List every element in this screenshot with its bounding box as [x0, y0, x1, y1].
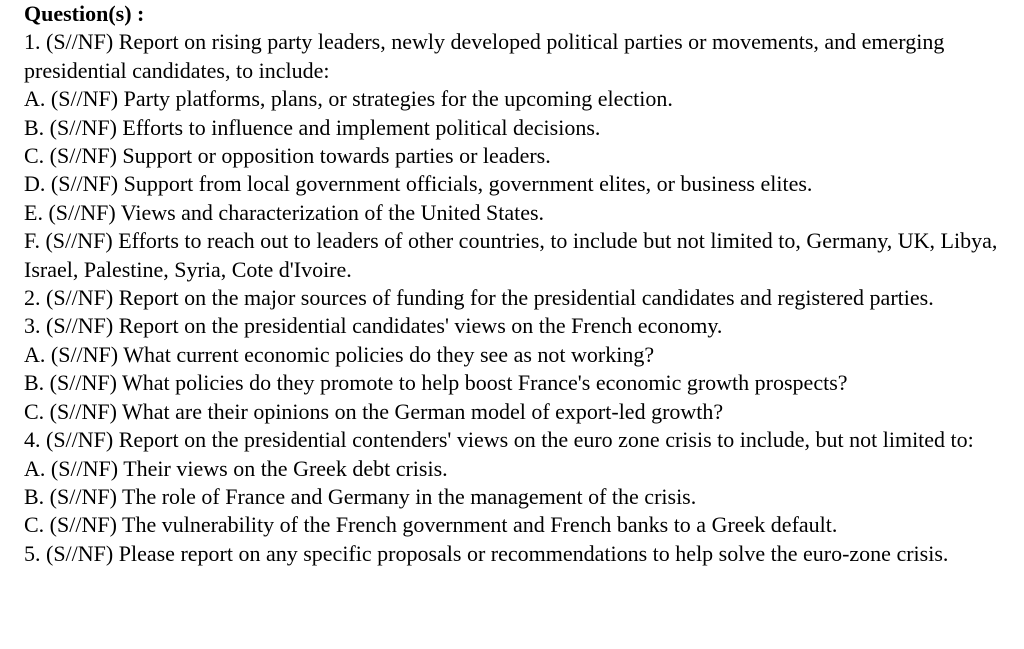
document-body — [24, 0, 1014, 568]
question-1b: B. (S//NF) Efforts to influence and implement political decisions. — [24, 114, 601, 140]
question-1c: C. (S//NF) Support or opposition towards parties or leaders. — [24, 143, 551, 169]
question-1d: D. (S//NF) Support from local government officials, government elites, or business elites. — [24, 171, 813, 197]
question-1f: F. (S//NF) Efforts to reach out to leaders of other countries, to include but not limited to, Germany, UK, Libya, Israel, Palestine, Syria, Cote d'Ivoire. — [24, 228, 998, 282]
question-3c: C. (S//NF) What are their opinions on the German model of export-led growth? — [24, 398, 724, 424]
question-1: 1. (S//NF) Report on rising party leaders, newly developed political parties or movements, and emerging presidential candidates, to include: — [24, 29, 945, 83]
question-5: 5. (S//NF) Please report on any specific proposals or recommendations to help solve the euro-zone crisis. — [24, 540, 949, 566]
question-4c: C. (S//NF) The vulnerability of the French government and French banks to a Greek default. — [24, 512, 838, 538]
questions-heading: Question(s) : — [24, 1, 145, 26]
question-4: 4. (S//NF) Report on the presidential contenders' views on the euro zone crisis to include, but not limited to: — [24, 427, 974, 453]
question-4b: B. (S//NF) The role of France and Germany in the management of the crisis. — [24, 483, 697, 509]
question-1a: A. (S//NF) Party platforms, plans, or strategies for the upcoming election. — [24, 86, 673, 112]
question-3a: A. (S//NF) What current economic policies do they see as not working? — [24, 341, 655, 367]
question-4a: A. (S//NF) Their views on the Greek debt crisis. — [24, 455, 448, 481]
question-3: 3. (S//NF) Report on the presidential candidates' views on the French economy. — [24, 313, 723, 339]
question-1e: E. (S//NF) Views and characterization of the United States. — [24, 199, 545, 225]
question-3b: B. (S//NF) What policies do they promote to help boost France's economic growth prospects? — [24, 370, 848, 396]
question-2: 2. (S//NF) Report on the major sources of funding for the presidential candidates and registered parties. — [24, 285, 934, 311]
